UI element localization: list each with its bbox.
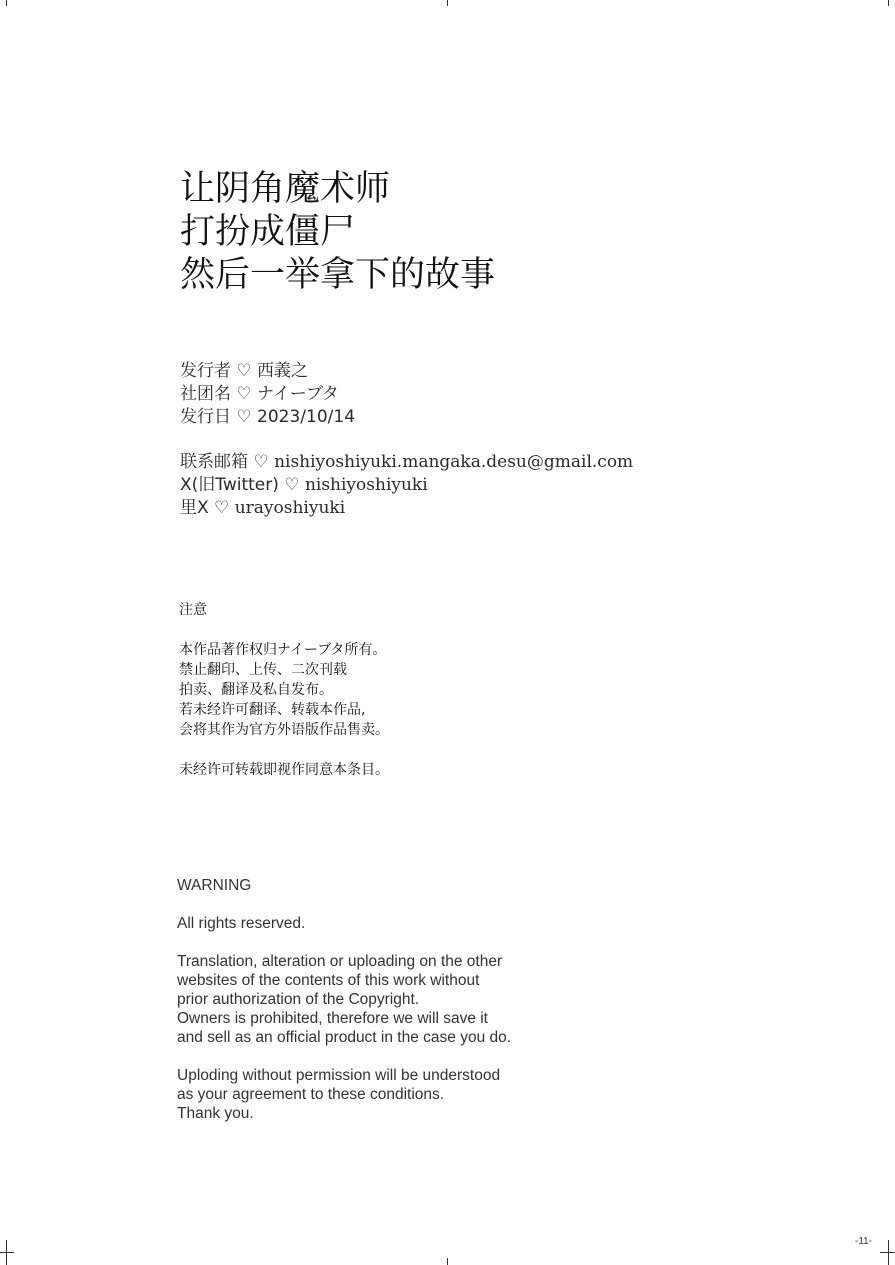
notice-line: 若未经许可翻译、转载本作品, <box>179 702 366 718</box>
circle-line: 社团名 ♡ ナイーブタ <box>180 384 339 404</box>
warning-heading: WARNING <box>177 877 252 894</box>
x-account-label: X(旧Twitter) ♡ <box>180 475 305 495</box>
title-line-3: 然后一举拿下的故事 <box>180 255 496 295</box>
notice-heading: 注意 <box>179 602 207 618</box>
warning-paragraph-line: as your agreement to these conditions. <box>177 1086 445 1103</box>
crop-mark-top-right <box>888 0 889 6</box>
warning-section <box>177 876 511 1123</box>
title-line-1: 让阴角魔术师 <box>180 169 391 209</box>
crop-mark-bottom-right-h <box>880 1252 895 1253</box>
notice-spacer <box>179 620 389 640</box>
x-account-line <box>180 474 633 497</box>
email-line <box>180 451 633 474</box>
warning-paragraph-line: and sell as an official product in the case you do. <box>177 1029 512 1046</box>
notice-section <box>179 600 389 780</box>
notice-line: 本作品著作权归ナイーブタ所有。 <box>179 642 387 658</box>
warning-paragraph-line: prior authorization of the Copyright. <box>177 991 420 1008</box>
book-title <box>180 168 495 297</box>
title-line-2: 打扮成僵尸 <box>180 212 356 252</box>
crop-mark-top-left <box>6 0 7 6</box>
ura-x-account-label: 里X ♡ <box>180 498 235 518</box>
date-line: 发行日 ♡ 2023/10/14 <box>180 407 356 427</box>
warning-spacer <box>177 933 511 952</box>
warning-paragraph-line: Owners is prohibited, therefore we will save it <box>177 1010 488 1027</box>
contact-info <box>180 451 633 520</box>
ura-x-account-value: urayoshiyuki <box>234 498 346 518</box>
publisher-line: 发行者 ♡ 西義之 <box>180 361 309 381</box>
warning-paragraph-line: Translation, alteration or uploading on the other <box>177 953 503 970</box>
page-number: -11- <box>855 1236 873 1247</box>
email-value: nishiyoshiyuki.mangaka.desu@gmail.com <box>274 452 634 472</box>
notice-line: 拍卖、翻译及私自发布。 <box>179 682 333 698</box>
publication-info <box>180 360 355 429</box>
x-account-value: nishiyoshiyuki <box>304 475 428 495</box>
notice-closing: 未经许可转载即视作同意本条目。 <box>179 762 389 778</box>
warning-paragraph-line: websites of the contents of this work without <box>177 972 480 989</box>
warning-paragraph-line: Uploding without permission will be understood <box>177 1067 501 1084</box>
notice-line: 禁止翻印、上传、二次刊载 <box>179 662 347 678</box>
crop-mark-bottom-center <box>447 1258 448 1265</box>
notice-line: 会将其作为官方外语版作品售卖。 <box>179 722 389 738</box>
crop-mark-bottom-left-h <box>0 1252 14 1253</box>
warning-paragraph-line: Thank you. <box>177 1105 254 1122</box>
email-label: 联系邮箱 ♡ <box>180 452 275 472</box>
notice-spacer <box>179 740 389 760</box>
ura-x-account-line <box>180 497 633 520</box>
rights-statement: All rights reserved. <box>177 915 306 932</box>
warning-spacer <box>177 895 511 914</box>
crop-mark-top-center <box>447 0 448 6</box>
warning-spacer <box>177 1047 511 1066</box>
